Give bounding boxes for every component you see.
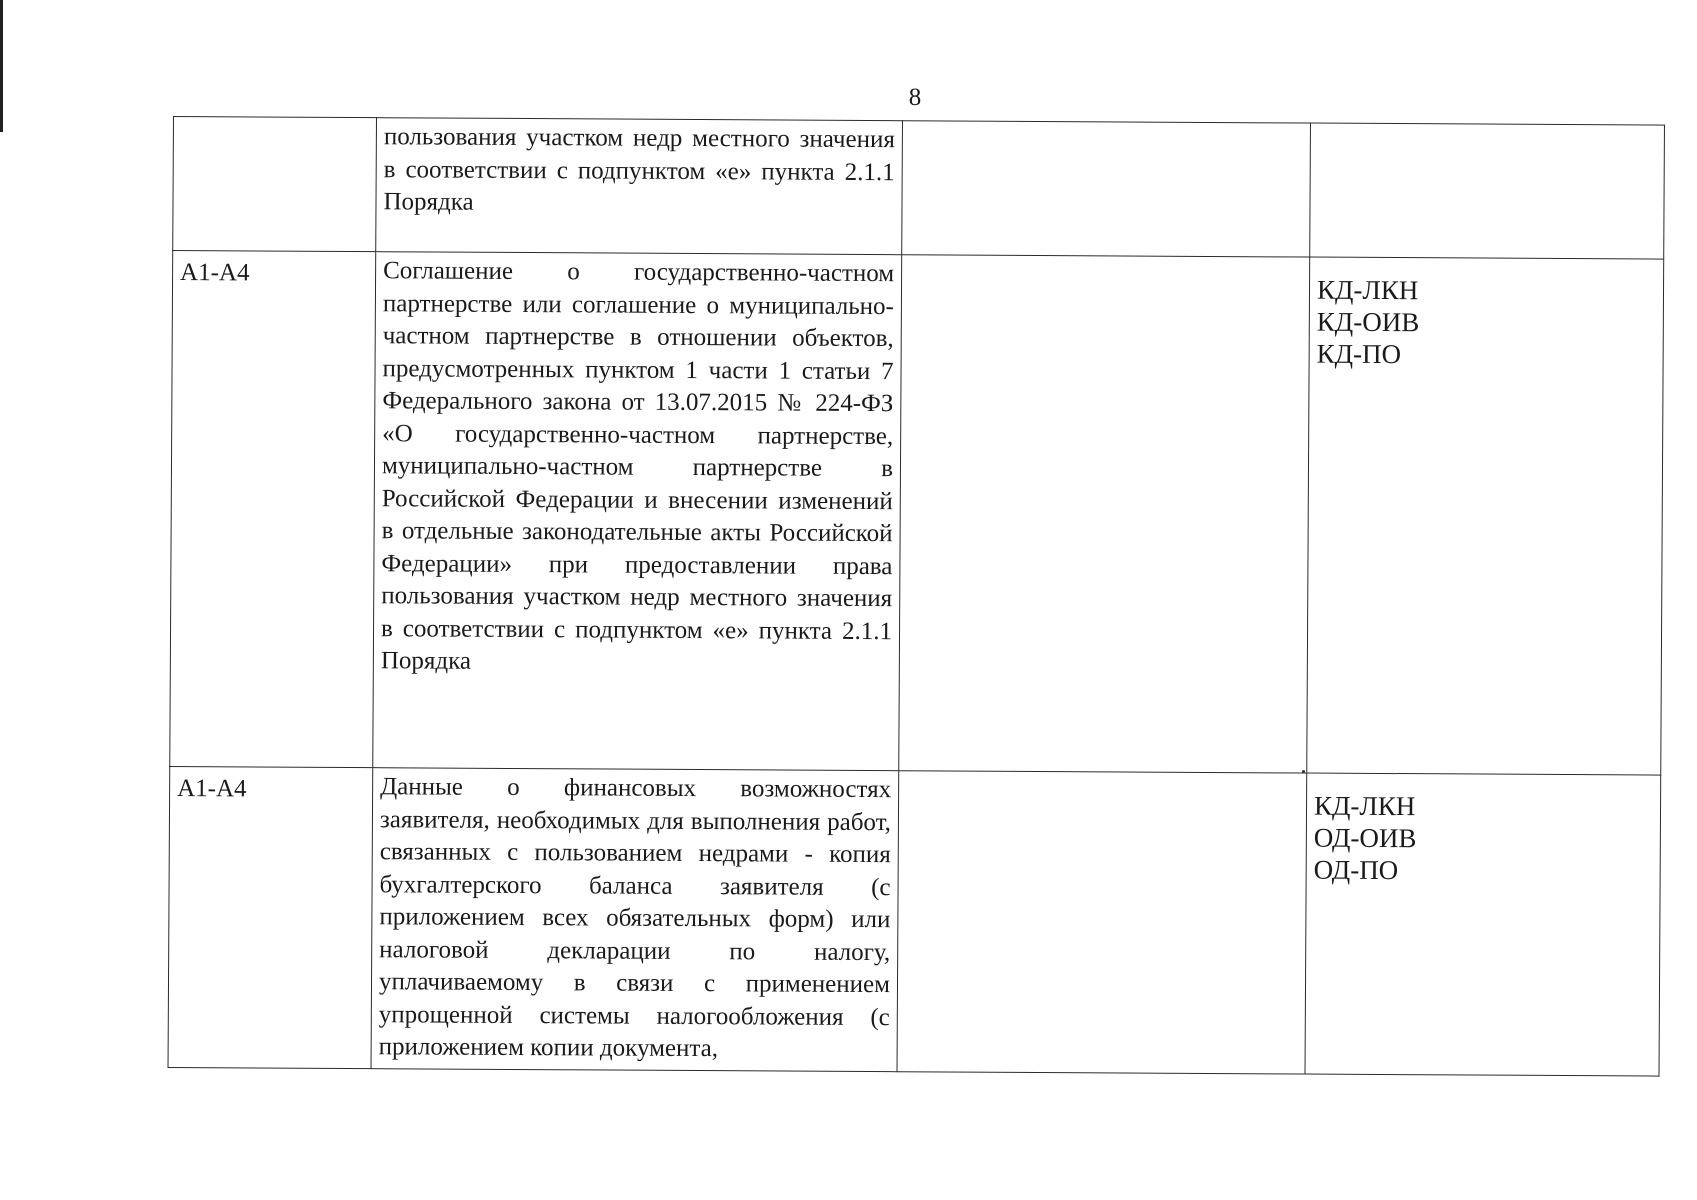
code-item: КД-ЛКН (1313, 790, 1416, 822)
code-item: КД-ЛКН (1316, 274, 1419, 306)
code-item: КД-ПО (1316, 338, 1402, 370)
row-description-cell: Данные о финансовых возможностях заявителя, необходимых для выполнения работ, связанных с пользованием недрами - копия бухгалтерского баланса заявителя (с приложением всех обязательных форм) или налоговой декларации по налогу, уплачиваемому в связи с применением упрощенной системы налогообложения (с приложением копии документа, (371, 768, 899, 1072)
scan-edge-mark (0, 0, 3, 132)
table-row (168, 766, 1661, 1076)
document-table (168, 116, 1665, 1077)
row-code-cell: А1-А4 (168, 766, 373, 1068)
scan-dot-mark (1302, 770, 1305, 773)
code-item: ОД-ПО (1313, 854, 1399, 886)
row-code-cell: А1-А4 (170, 251, 376, 768)
code-item: КД-ОИВ (1316, 306, 1420, 338)
row-codes-cell (1305, 773, 1661, 1076)
row-note-cell (897, 771, 1307, 1074)
row-description-cell: пользования участком недр местного значения в соответствии с подпунктом «е» пункта 2.1.1 Порядка (376, 118, 903, 255)
table-row (173, 117, 1665, 260)
row-note-cell (902, 121, 1311, 257)
row-code-cell (173, 117, 377, 252)
row-description-cell: Соглашение о государственно-частном партнерстве или соглашение о муниципально-частном партнерстве в отношении объектов, предусмотренных пунктом 1 части 1 статьи 7 Федерального закона от 13.07.2015 № 224-ФЗ «О государственно-частном партнерстве, муниципально-частном партнерстве в Российской Федерации и внесении изменений в отдельные законодательные акты Российской Федерации» при предоставлении права пользования участком недр местного значения в соответствии с подпунктом «е» пункта 2.1.1 Порядка (373, 252, 902, 771)
row-codes-cell (1310, 123, 1665, 259)
code-item: ОД-ОИВ (1313, 822, 1417, 854)
table-row (170, 251, 1664, 776)
row-codes-cell (1307, 257, 1664, 775)
row-note-cell (899, 255, 1310, 773)
page-number: 8 (908, 84, 922, 111)
